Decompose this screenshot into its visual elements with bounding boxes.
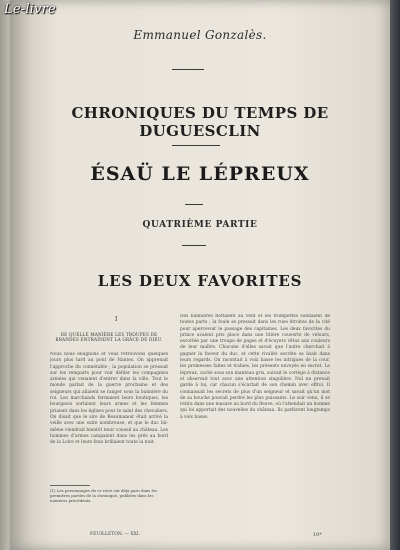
page-signature-left: FEUILLETON. — XXI.: [90, 532, 140, 537]
footnote: (1) Les personnages de ce récit ont déjà paru dans les premières parties de la chronique, publiées dans les numéros précédents.: [50, 488, 158, 503]
footnote-rule: [50, 485, 90, 486]
right-text-column: Des bannières flottaient au vent et les trompettes sonnaient de toutes parts ; la foule se pressait dans les rues étroites de la cité pour apercevoir le passage des capitaines. Les deux favorites du prince avaient pris place dans une litière couverte de velours, escortée par une troupe de pages et d'écuyers vêtus aux couleurs de leur maître. Chacune d'elles savait que l'autre cherchait à gagner la faveur du duc, et cette rivalité secrète se lisait dans leurs regards. On racontait à voix basse les intrigues de la cour, les promesses faites et trahies, les présents envoyés en secret. Le lépreux, caché sous son manteau gris, suivait le cortège à distance et observait tout avec une attention singulière. Nul ne prenait garde à lui, car chacun s'écartait de son chemin avec effroi. Il connaissait les secrets de plus d'un seigneur et savait qu'un mot de sa bouche pouvait perdre les plus puissants. Le soir venu, il se retira dans une masure au bord du fleuve, où l'attendait un homme qui lui apportait des nouvelles du château. Ils parlèrent longtemps à voix basse.: [180, 314, 330, 420]
page-edge-shadow: [390, 0, 400, 550]
divider-rule: [172, 145, 220, 146]
divider-rule: [185, 204, 203, 205]
section-number: I: [115, 316, 118, 323]
book-title: ÉSAÜ LE LÉPREUX: [90, 163, 310, 185]
chapter-title: LES DEUX FAVORITES: [97, 272, 303, 290]
section-heading: DE QUELLE MANIÈRE LES TROUPES DE BRANDES ENTRAÎNENT LA GRÂCE DE DIEU.: [55, 332, 163, 343]
part-heading: QUATRIÈME PARTIE: [142, 220, 258, 230]
divider-rule: [182, 245, 206, 246]
page-signature-right: 10*: [313, 532, 322, 538]
watermark: Le-livre: [4, 2, 56, 17]
divider-rule: [172, 69, 204, 70]
series-title: CHRONIQUES DU TEMPS DE DUGUESCLIN: [71, 104, 329, 140]
left-text-column: Nous nous éloignons et vous retrouvons quelques jours plus tard au pont de Nantes. On apprenait l'approche du connétable ; la population se pressait sur les remparts pour voir défiler les compagnies armées qui venaient d'entrer dans la ville. Tout le monde parlait de la guerre prochaine et des seigneurs qui allaient se ranger sous la bannière du roi. Les marchands fermaient leurs boutiques, les bourgeois sortaient leurs armes et les femmes priaient dans les églises pour le salut des chevaliers. On disait que le sire de Beaumanoir était arrivé la veille avec une suite nombreuse, et que le duc lui-même viendrait bientôt tenir conseil au château. Les hommes d'armes campaient dans les prés au bord de la Loire et leurs feux brillaient toute la nuit.: [50, 352, 168, 446]
author-name: Emmanuel Gonzalès.: [133, 28, 267, 42]
